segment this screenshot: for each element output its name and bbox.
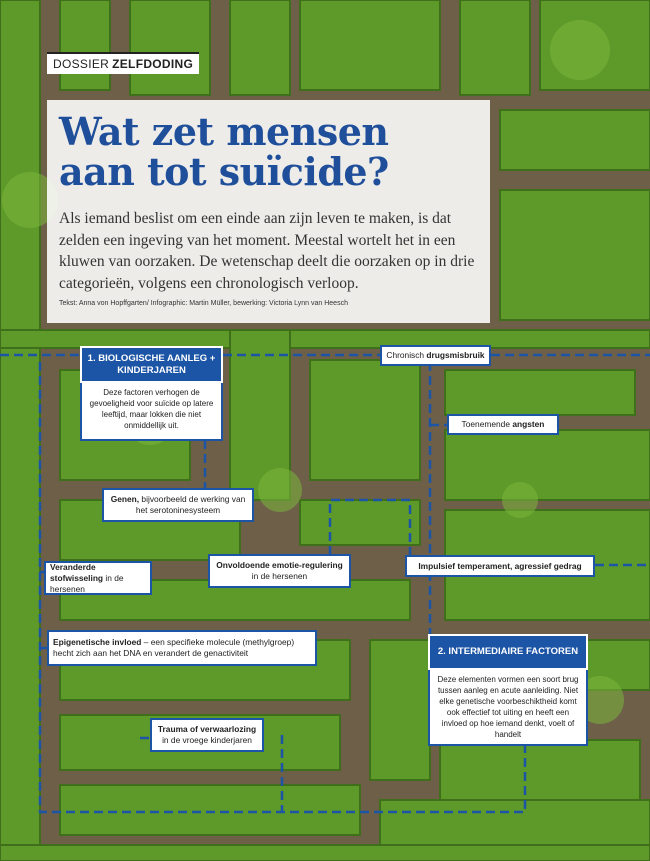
credits: Tekst: Anna von Hopffgarten/ Infographic: Martin Müller, bewerking: Victoria Lynn van Heesch bbox=[59, 300, 348, 307]
factor-drugs-key: drugsmisbruik bbox=[426, 350, 485, 360]
factor-epigenetic-text: – een specifieke molecule (methylgroep) hecht zich aan het DNA en verandert de genactiviteit bbox=[53, 637, 295, 658]
factor-epigenetic-key: Epigenetische invloed bbox=[53, 637, 142, 647]
factor-emotion bbox=[208, 554, 351, 588]
factor-trauma bbox=[150, 718, 264, 752]
factor-metabolism-text: in de hersenen bbox=[50, 572, 124, 594]
factor-impulsive-key: Impulsief temperament, agressief gedrag bbox=[418, 560, 582, 571]
factor-metabolism bbox=[44, 561, 152, 595]
section-tag-topic: ZELFDODING bbox=[112, 57, 194, 71]
section-tag-prefix: DOSSIER bbox=[53, 57, 110, 71]
factor-metabolism-key: Veranderde stofwisseling bbox=[50, 561, 104, 583]
factor-genes-text: bijvoorbeeld de werking van het serotoninesysteem bbox=[135, 494, 246, 515]
category1-text: Deze factoren verhogen de gevoeligheid voor suïcide op latere leeftijd, maar lokken die niet onmiddellijk uit. bbox=[80, 383, 223, 441]
factor-trauma-key: Trauma of verwaarlozing bbox=[157, 724, 257, 734]
lead-paragraph: Als iemand beslist om een einde aan zijn leven te maken, is dat zelden een ingeving van het moment. Meestal wortelt het in een kluwen van oorzaken. De wetenschap deelt die oorzaken op in drie categorieën, volgens een chronologisch verloop. bbox=[59, 210, 475, 292]
factor-emotion-key: Onvoldoende emotie-regulering bbox=[216, 560, 343, 570]
category1-title: 1. BIOLOGISCHE AANLEG + KINDERJAREN bbox=[80, 346, 223, 383]
factor-impulsive bbox=[405, 555, 595, 577]
title-line-1: Wat zet mensen bbox=[59, 109, 389, 154]
factor-epigenetic bbox=[47, 630, 317, 666]
factor-drugs bbox=[380, 345, 491, 366]
factor-anxiety-key: angsten bbox=[512, 419, 545, 429]
factor-trauma-text: in de vroege kinderjaren bbox=[162, 735, 252, 745]
factor-emotion-text: in de hersenen bbox=[251, 571, 308, 581]
factor-anxiety bbox=[447, 414, 559, 435]
factor-genes bbox=[102, 488, 254, 522]
factor-anxiety-text: Toenemende bbox=[461, 419, 513, 429]
factor-drugs-text: Chronisch bbox=[386, 350, 427, 360]
factor-genes-key: Genen, bbox=[110, 494, 140, 504]
category2-title: 2. INTERMEDIAIRE FACTOREN bbox=[428, 634, 588, 670]
category2-text: Deze elementen vormen een soort brug tussen aanleg en acute aanleiding. Niet elke genetische voorbeschiktheid komt ook effectief tot uiting en heeft een invloed op hoe iemand denkt, voelt of handelt bbox=[428, 670, 588, 746]
title-line-2: aan tot suïcide? bbox=[59, 149, 389, 194]
